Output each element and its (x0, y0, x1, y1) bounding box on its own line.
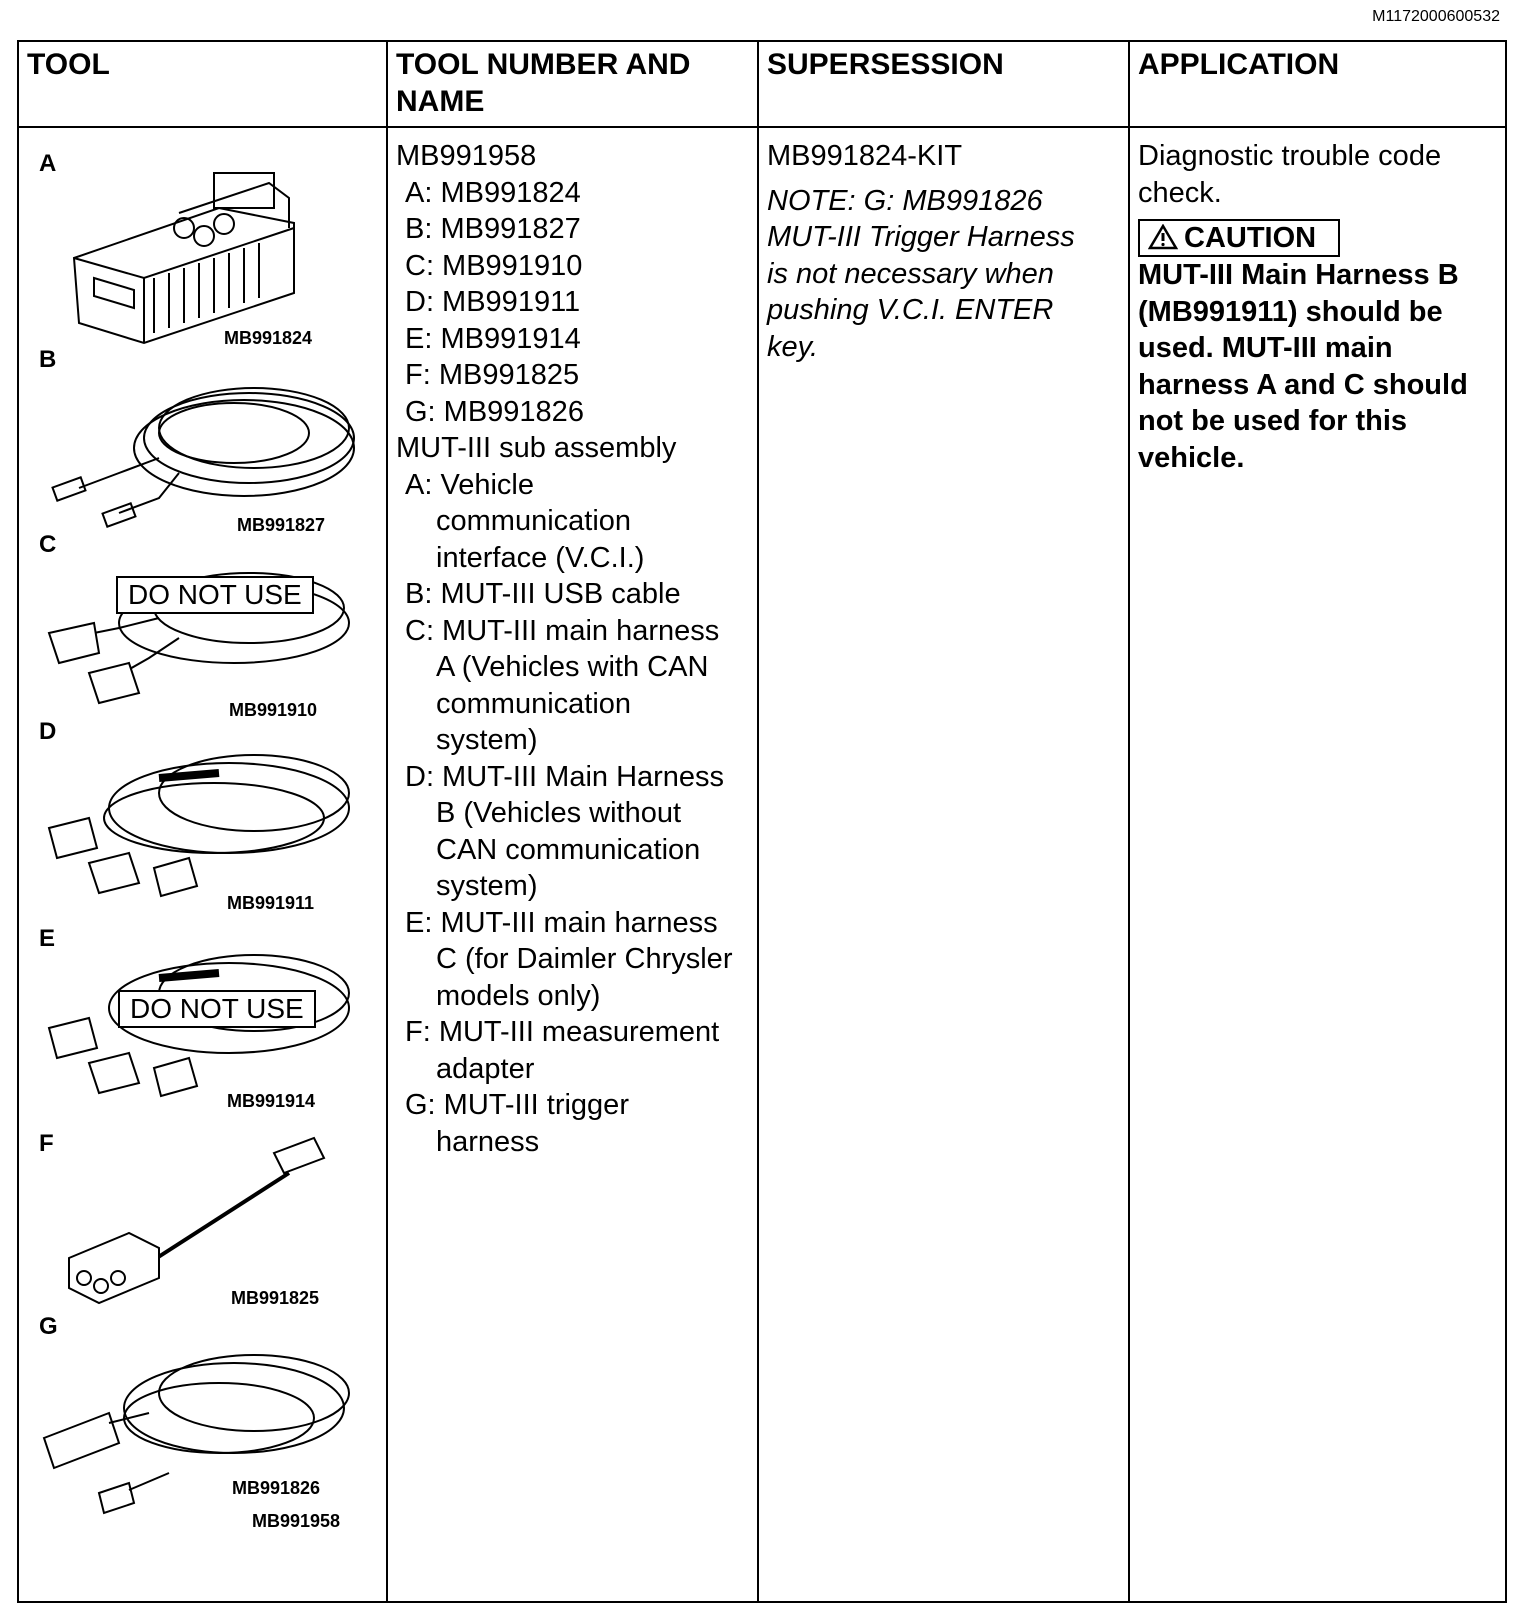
caution-line: not be used for this (1138, 405, 1408, 437)
kit-parts-list (396, 175, 751, 431)
note-line: key. (767, 330, 819, 363)
vci-unit-illustration (74, 173, 294, 343)
tool-row (18, 127, 1506, 1602)
caution-label: CAUTION (1184, 222, 1317, 254)
tool-part-a: MB991824 (224, 328, 313, 348)
sub-assembly-line: C (for Daimler Chrysler (436, 943, 733, 975)
tool-part-f: MB991825 (231, 1288, 320, 1308)
sub-assembly-line: F: MUT-III measurement (405, 1016, 720, 1048)
header-application: APPLICATION (1129, 41, 1506, 127)
supersession-kit: MB991824-KIT (767, 140, 963, 172)
note-line: is not necessary when (767, 257, 1054, 290)
kit-part: A: MB991824 (405, 176, 581, 209)
supersession-cell (758, 127, 1129, 1602)
sub-assembly-line: A (Vehicles with CAN (436, 651, 709, 683)
tool-illustrations (19, 128, 388, 1608)
tool-letter-b: B (39, 346, 57, 373)
sub-assembly-line: harness (436, 1125, 540, 1158)
sub-assembly-title: MUT-III sub assembly (396, 432, 677, 464)
kit-part: C: MB991910 (405, 249, 583, 282)
sub-assembly-list (396, 467, 751, 1161)
sub-assembly-line: G: MUT-III trigger (405, 1089, 629, 1121)
tool-letter-a: A (39, 150, 57, 177)
sub-assembly-line: B: MUT-III USB cable (405, 578, 681, 610)
tool-letter-e: E (39, 925, 56, 952)
kit-number: MB991958 (396, 140, 537, 172)
kit-part: G: MB991826 (405, 395, 584, 428)
caution-box (1138, 219, 1340, 257)
sub-assembly-line: communication (436, 505, 632, 537)
caution-line: harness A and C should (1138, 368, 1468, 401)
application-line: Diagnostic trouble code (1138, 140, 1442, 172)
note-line: MUT-III Trigger Harness (767, 221, 1075, 253)
sub-assembly-line: system) (436, 724, 538, 756)
sub-assembly-line: E: MUT-III main harness (405, 906, 718, 939)
tool-letter-f: F (39, 1130, 54, 1157)
caution-line: vehicle. (1138, 441, 1245, 474)
tool-number-cell (387, 127, 758, 1602)
usb-cable-illustration (53, 388, 354, 527)
application-line: check. (1138, 176, 1222, 209)
header-tool-number: TOOL NUMBER AND NAME (387, 41, 758, 127)
note-line: NOTE: G: MB991826 (767, 184, 1043, 217)
sub-assembly-line: adapter (436, 1052, 535, 1085)
tool-letter-g: G (39, 1313, 58, 1340)
kit-part: F: MB991825 (405, 359, 580, 391)
caution-text (1138, 257, 1499, 476)
caution-line: (MB991911) should be (1138, 295, 1443, 328)
sub-assembly-line: D: MUT-III Main Harness (405, 760, 725, 793)
caution-line: used. MUT-III main (1138, 332, 1393, 364)
header-supersession: SUPERSESSION (758, 41, 1129, 127)
measurement-adapter-illustration (69, 1138, 324, 1303)
application-cell (1129, 127, 1506, 1602)
sub-assembly-line: CAN communication (436, 833, 701, 866)
sub-assembly-line: interface (V.C.I.) (436, 541, 645, 574)
sub-assembly-line: models only) (436, 979, 601, 1012)
tool-illustrations-cell (18, 127, 387, 1602)
sub-assembly-line: B (Vehicles without (436, 797, 682, 829)
sub-assembly-line: A: Vehicle (405, 468, 534, 501)
harness-b-illustration (49, 755, 349, 896)
special-tools-table (17, 40, 1507, 1603)
header-row (18, 41, 1506, 127)
kit-part-label: MB991958 (252, 1511, 341, 1531)
document-id: M1172000600532 (1372, 8, 1500, 25)
kit-part: E: MB991914 (405, 322, 581, 355)
tool-letter-c: C (39, 531, 57, 558)
caution-line: MUT-III Main Harness B (1138, 259, 1459, 291)
kit-part: D: MB991911 (405, 286, 581, 318)
kit-part: B: MB991827 (405, 213, 581, 245)
note-line: pushing V.C.I. ENTER (767, 294, 1054, 326)
supersession-note (767, 183, 1122, 366)
tool-part-b: MB991827 (237, 515, 326, 535)
tool-part-e: MB991914 (227, 1091, 316, 1111)
header-tool: TOOL (18, 41, 387, 127)
tool-part-d: MB991911 (227, 893, 315, 913)
sub-assembly-line: communication (436, 687, 632, 720)
do-not-use-label-c: DO NOT USE (116, 576, 314, 614)
tool-letter-d: D (39, 718, 57, 745)
tool-part-g: MB991826 (232, 1478, 321, 1498)
do-not-use-label-e: DO NOT USE (118, 990, 316, 1028)
sub-assembly-line: system) (436, 870, 538, 902)
tool-part-c: MB991910 (229, 700, 318, 720)
sub-assembly-line: C: MUT-III main harness (405, 614, 720, 647)
warning-triangle-icon (1148, 224, 1178, 250)
